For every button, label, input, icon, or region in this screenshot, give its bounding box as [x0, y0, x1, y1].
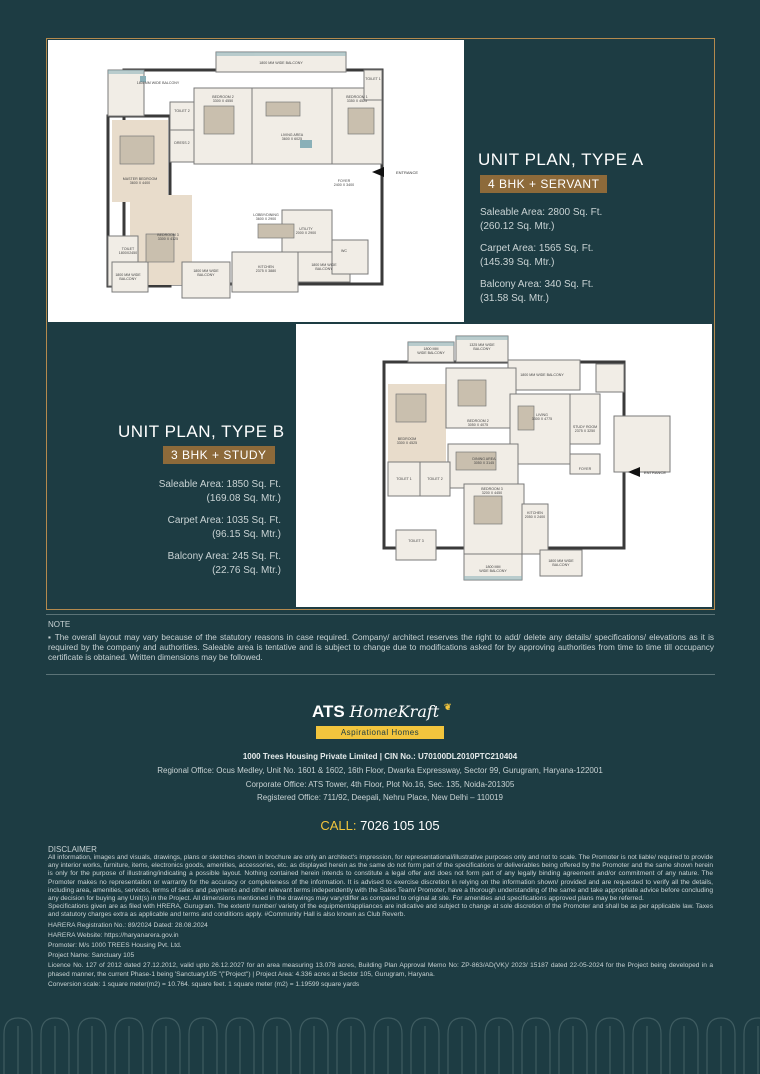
rera-registration: HARERA Registration No.: 89/2024 Dated: 28.08.2024	[48, 921, 208, 929]
svg-text:1800 MM: 1800 MM	[485, 565, 501, 569]
svg-text:LIVING AREA: LIVING AREA	[280, 133, 304, 137]
svg-text:2000 X 2900: 2000 X 2900	[295, 231, 317, 235]
svg-text:BEDROOM: BEDROOM	[397, 437, 417, 441]
svg-text:1800 MM WIDE: 1800 MM WIDE	[115, 273, 141, 277]
svg-text:1800 MM WIDE: 1800 MM WIDE	[193, 269, 219, 273]
svg-text:2050 X 2400: 2050 X 2400	[524, 515, 546, 519]
svg-text:3050 X 4075: 3050 X 4075	[467, 423, 489, 427]
svg-text:BEDROOM 3: BEDROOM 3	[157, 233, 179, 237]
svg-text:3300 X 4550: 3300 X 4550	[212, 99, 234, 103]
logo-homekraft: HomeKraft	[349, 702, 440, 721]
svg-text:TOILET 1: TOILET 1	[365, 77, 381, 81]
registered-office: Registered Office: 711/92, Deepali, Nehru Place, New Delhi – 110019	[257, 793, 503, 802]
decorative-pattern	[0, 1012, 760, 1074]
svg-text:2375 X 3880: 2375 X 3880	[255, 269, 277, 273]
promoter: Promoter: M/s 1000 TREES Housing Pvt. Ltd.	[48, 942, 182, 950]
svg-text:3300 X 4125: 3300 X 4125	[157, 237, 179, 241]
svg-text:1800 MM WIDE: 1800 MM WIDE	[548, 559, 574, 563]
svg-text:1800 MM WIDE BALCONY: 1800 MM WIDE BALCONY	[259, 61, 303, 65]
corporate-office: Corporate Office: ATS Tower, 4th Floor, Plot No.16, Sec. 135, Noida-201305	[245, 780, 515, 789]
unit-b-title: UNIT PLAN, TYPE B	[118, 422, 285, 441]
unit-a-specs	[480, 206, 602, 306]
unit-a-saleable-m: (260.12 Sq. Mtr.)	[480, 221, 555, 232]
svg-text:TOILET 3: TOILET 3	[408, 539, 424, 543]
svg-text:1800 MM: 1800 MM	[423, 347, 439, 351]
unit-a-saleable: Saleable Area: 2800 Sq. Ft.	[480, 207, 603, 218]
svg-text:3300 X 4525: 3300 X 4525	[396, 441, 418, 445]
conversion-scale: Conversion scale: 1 square meter(m2) = 10.764. square feet. 1 square meter (m2) = 1.19599 square yards	[48, 980, 360, 988]
svg-text:UTILITY: UTILITY	[299, 227, 313, 231]
call-line	[0, 818, 760, 833]
floor-plan-a-drawing	[48, 40, 464, 322]
unit-a-carpet-m: (145.39 Sq. Mtr.)	[480, 257, 555, 268]
svg-text:BEDROOM 2: BEDROOM 2	[467, 419, 489, 423]
entrance-label-b: ENTRANCE	[644, 470, 667, 475]
svg-text:1325 MM WIDE: 1325 MM WIDE	[469, 343, 495, 347]
svg-text:BEDROOM 1: BEDROOM 1	[346, 95, 368, 99]
disclaimer-text: All information, images and visuals, drawings, plans or sketches shown in brochure are only an architect's impression, for representational/illustrative purposes only and not to scale. The Promoter is not liable/ required to provide any interior works, furniture, items, electronics goods, amenities, accessories, etc. as displayed herein as the same do not form part of the specifications or deliverables being offered by the Promoter and the same shown herein is only for the purpose of illustrating/indicating a possible layout. Nothing contained herein intends to constitute a legal offer and does not form part of any legally binding agreement and/or commitment of any nature. The Promoter makes no representation or warranty for the accuracy or completeness of the information. It is advised to exercise discretion in relying on the information shown/ provided and are requested to verify all the details, including area, amenities, services, terms of sales and payments and other relevant terms independently with the Sales Team/ Promoter, have a thorough understanding of the same and take appropriate advice before concluding any decision for buying any Unit(s) in the Project. All dimensions mentioned in the drawings may vary/differ as compared to original at site. For amenities and specifications approved plans may be referred.	[48, 854, 713, 903]
svg-text:KITCHEN: KITCHEN	[258, 265, 274, 269]
svg-text:LOBBY/DINING: LOBBY/DINING	[253, 213, 279, 217]
svg-text:1800MM WIDE BALCONY: 1800MM WIDE BALCONY	[136, 81, 180, 85]
call-label: CALL:	[320, 818, 357, 833]
floor-plan-type-b	[296, 324, 712, 607]
butterfly-icon: ❦	[443, 702, 452, 712]
unit-b-carpet-m: (96.15 Sq. Mtr.)	[212, 529, 281, 540]
svg-text:WC: WC	[341, 249, 347, 253]
svg-text:BALCONY: BALCONY	[197, 273, 215, 277]
disclaimer-body	[48, 854, 713, 989]
call-number[interactable]: 7026 105 105	[360, 818, 440, 833]
entrance-label-a: ENTRANCE	[396, 170, 419, 175]
svg-text:2375 X 3250: 2375 X 3250	[574, 429, 596, 433]
unit-a-balcony: Balcony Area: 340 Sq. Ft.	[480, 279, 594, 290]
svg-text:3600 X 2900: 3600 X 2900	[255, 217, 277, 221]
svg-text:STUDY ROOM: STUDY ROOM	[572, 425, 598, 429]
licence-info: Licence No. 127 of 2012 dated 27.12.2012, valid upto 26.12.2027 for an area measuring 13.078 acres, Building Plan Approval Memo No: ZP-863/AD(VK)/ 2023/ 15187 dated 22-05-2024 for the Project being developed in a phased manner, the current Phase-1 being 'Sanctuary105 "("Project") | Project Area: 4.336 acres at Sector 105, Gurugram, Haryana.	[48, 962, 713, 978]
note-divider-bottom	[46, 674, 715, 675]
svg-text:WIDE BALCONY: WIDE BALCONY	[417, 351, 445, 355]
svg-text:WIDE BALCONY: WIDE BALCONY	[479, 569, 507, 573]
floor-plan-type-a	[48, 40, 464, 322]
brand-logo	[312, 702, 451, 722]
svg-text:BALCONY: BALCONY	[552, 563, 570, 567]
company-cin: 1000 Trees Housing Private Limited | CIN No.: U70100DL2010PTC210404	[242, 752, 518, 761]
svg-text:1800 MM WIDE: 1800 MM WIDE	[311, 263, 337, 267]
disclaimer-spec: Specifications given are as filed with HRERA, Gurugram. The extent/ number/ variety of the equipment/appliances are indicative and subject to change at sole discretion of the Promoter and shall be as per applicable law. Taxes and statutory charges extra as applicable and terms and conditions apply. #Community Hall is also known as Club Reverb.	[48, 903, 713, 919]
note-text: ▪ The overall layout may vary because of the statutory reasons in case required. Company/ architect reserves the right to add/ delete any details/ specifications/ elevations as it is required by the company and authorities. Saleable area is tentative and is subject to change due to modifications asked for by approving authorities from time to time till occupancy certificate is obtained. Written dimensions may be followed.	[48, 633, 715, 662]
svg-text:1800 MM WIDE BALCONY: 1800 MM WIDE BALCONY	[520, 373, 564, 377]
regional-office: Regional Office: Ocus Medley, Unit No. 1601 & 1602, 16th Floor, Dwarka Expressway, Sector 99, Gurugram, Haryana-122001	[157, 766, 603, 775]
note-body: The overall layout may vary because of the statutory reasons in case required. Company/ architect reserves the right to add/ delete any details/ specifications/ elevations as it is required by the company and authorities. Saleable area is tentative and is subject to change due to modifications asked for by approving authorities from time to time till occupancy certificate is obtained. Written dimensions may be followed.	[48, 633, 715, 662]
svg-text:MASTER BEDROOM: MASTER BEDROOM	[122, 177, 158, 181]
svg-text:TOILET 1: TOILET 1	[396, 477, 412, 481]
svg-text:DRESS 2: DRESS 2	[174, 141, 190, 145]
rera-website[interactable]: HARERA Website: https://haryanarera.gov.in	[48, 931, 179, 939]
svg-text:LIVING: LIVING	[536, 413, 548, 417]
svg-text:TOILET 2: TOILET 2	[427, 477, 443, 481]
svg-text:BALCONY: BALCONY	[119, 277, 137, 281]
brand-tagline: Aspirational Homes	[316, 726, 444, 739]
project-name: Project Name: Sanctuary 105	[48, 952, 135, 960]
unit-b-saleable: Saleable Area: 1850 Sq. Ft.	[158, 479, 281, 490]
unit-b-saleable-m: (169.08 Sq. Mtr.)	[206, 493, 281, 504]
unit-a-carpet: Carpet Area: 1565 Sq. Ft.	[480, 243, 594, 254]
note-heading: NOTE	[48, 620, 71, 629]
svg-text:3600 X 4400: 3600 X 4400	[129, 181, 151, 185]
svg-text:DINING AREA: DINING AREA	[472, 457, 496, 461]
logo-ats: ATS	[312, 702, 345, 721]
unit-a-balcony-m: (31.58 Sq. Mtr.)	[480, 293, 549, 304]
unit-b-specs	[100, 478, 281, 578]
svg-text:FOYER: FOYER	[337, 179, 351, 183]
svg-text:KITCHEN: KITCHEN	[527, 511, 543, 515]
svg-text:BALCONY: BALCONY	[473, 347, 491, 351]
unit-b-carpet: Carpet Area: 1035 Sq. Ft.	[167, 515, 281, 526]
svg-text:3050 X 3145: 3050 X 3145	[473, 461, 495, 465]
svg-text:TOILET: TOILET	[121, 247, 135, 251]
svg-text:FOYER: FOYER	[578, 467, 592, 471]
svg-text:3200 X 4450: 3200 X 4450	[481, 491, 503, 495]
svg-text:2400 X 3400: 2400 X 3400	[333, 183, 355, 187]
svg-text:BEDROOM 2: BEDROOM 2	[212, 95, 234, 99]
svg-text:BALCONY: BALCONY	[315, 267, 333, 271]
svg-text:TOILET 2: TOILET 2	[174, 109, 190, 113]
unit-a-title: UNIT PLAN, TYPE A	[478, 150, 644, 169]
unit-b-balcony: Balcony Area: 245 Sq. Ft.	[167, 551, 281, 562]
unit-b-balcony-m: (22.76 Sq. Mtr.)	[212, 565, 281, 576]
svg-text:BEDROOM 3: BEDROOM 3	[481, 487, 503, 491]
unit-a-tag: 4 BHK + SERVANT	[480, 175, 607, 193]
svg-text:1800X2450: 1800X2450	[118, 251, 138, 255]
disclaimer-heading: DISCLAIMER	[48, 845, 97, 854]
floor-plan-b-drawing	[296, 324, 712, 607]
note-divider-top	[46, 614, 715, 615]
unit-b-tag: 3 BHK + STUDY	[163, 446, 275, 464]
svg-text:3300 X 4775: 3300 X 4775	[531, 417, 553, 421]
svg-text:3600 X 6025: 3600 X 6025	[281, 137, 303, 141]
svg-text:3350 X 4525: 3350 X 4525	[346, 99, 368, 103]
